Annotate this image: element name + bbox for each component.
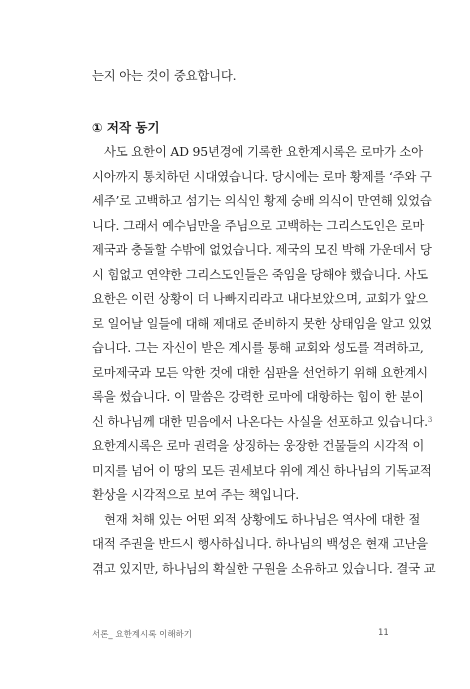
text-line: 겪고 있지만, 하나님의 확실한 구원을 소유하고 있습니다. 결국 교 (92, 560, 436, 576)
text-line: 시 힘없고 연약한 그리스도인들은 죽임을 당해야 했습니다. 사도 (92, 266, 428, 282)
footnote-marker[interactable]: 3 (427, 415, 433, 424)
running-title: 서론_ 요한계시록 이해하기 (92, 630, 192, 640)
text-line: 록을 썼습니다. 이 말씀은 강력한 로마에 대항하는 힘이 한 분이 (92, 389, 424, 404)
text-line: 사도 요한이 AD 95년경에 기록한 요한계시록은 로마가 소아 (104, 144, 423, 159)
section-heading: ① 저작 동기 (92, 120, 160, 135)
text-line: 현재 처해 있는 어떤 외적 상황에도 하나님은 역사에 대한 절 (104, 511, 421, 527)
text-line: 로 일어날 일들에 대해 제대로 준비하지 못한 상태임을 알고 있었 (92, 315, 432, 331)
text-line: 로마제국과 모든 악한 것에 대한 심판을 선언하기 위해 요한계시 (92, 364, 428, 380)
text-line: 대적 주권을 반드시 행사하십니다. 하나님의 백성은 현재 고난을 (92, 536, 428, 551)
text-line-with-footnote (92, 410, 433, 435)
intro-text (92, 64, 389, 89)
text-line: 제국과 충돌할 수밖에 없었습니다. 제국의 모진 박해 가운데서 당 (92, 242, 432, 257)
page-number: 11 (378, 628, 389, 638)
text-line: 요한계시록은 로마 권력을 상징하는 웅장한 건물들의 시각적 이 (92, 438, 425, 453)
text-line: 시아까지 통치하던 시대였습니다. 당시에는 로마 황제를 ‘주와 구 (92, 168, 432, 184)
text-line: 는지 아는 것이 중요합니다. (92, 68, 237, 83)
text-line: 요한은 이런 상황이 더 나빠지리라고 내다보았으며, 교회가 앞으 (92, 291, 428, 306)
text-line: 습니다. 그는 자신이 받은 계시를 통해 교회와 성도를 격려하고, (92, 340, 424, 355)
body-text (92, 140, 436, 581)
text-line: 니다. 그래서 예수님만을 주님으로 고백하는 그리스도인은 로마 (92, 217, 425, 233)
text-line: 세주’로 고백하고 섬기는 의식인 황제 숭배 의식이 만연해 있었습 (92, 193, 432, 208)
text-line: 신 하나님께 대한 믿음에서 나온다는 사실을 선포하고 있습니다. (92, 413, 428, 429)
text-line: 환상을 시각적으로 보여 주는 책입니다. (92, 487, 300, 502)
text-line: 미지를 넘어 이 땅의 모든 권세보다 위에 계신 하나님의 기독교적 (92, 462, 432, 478)
